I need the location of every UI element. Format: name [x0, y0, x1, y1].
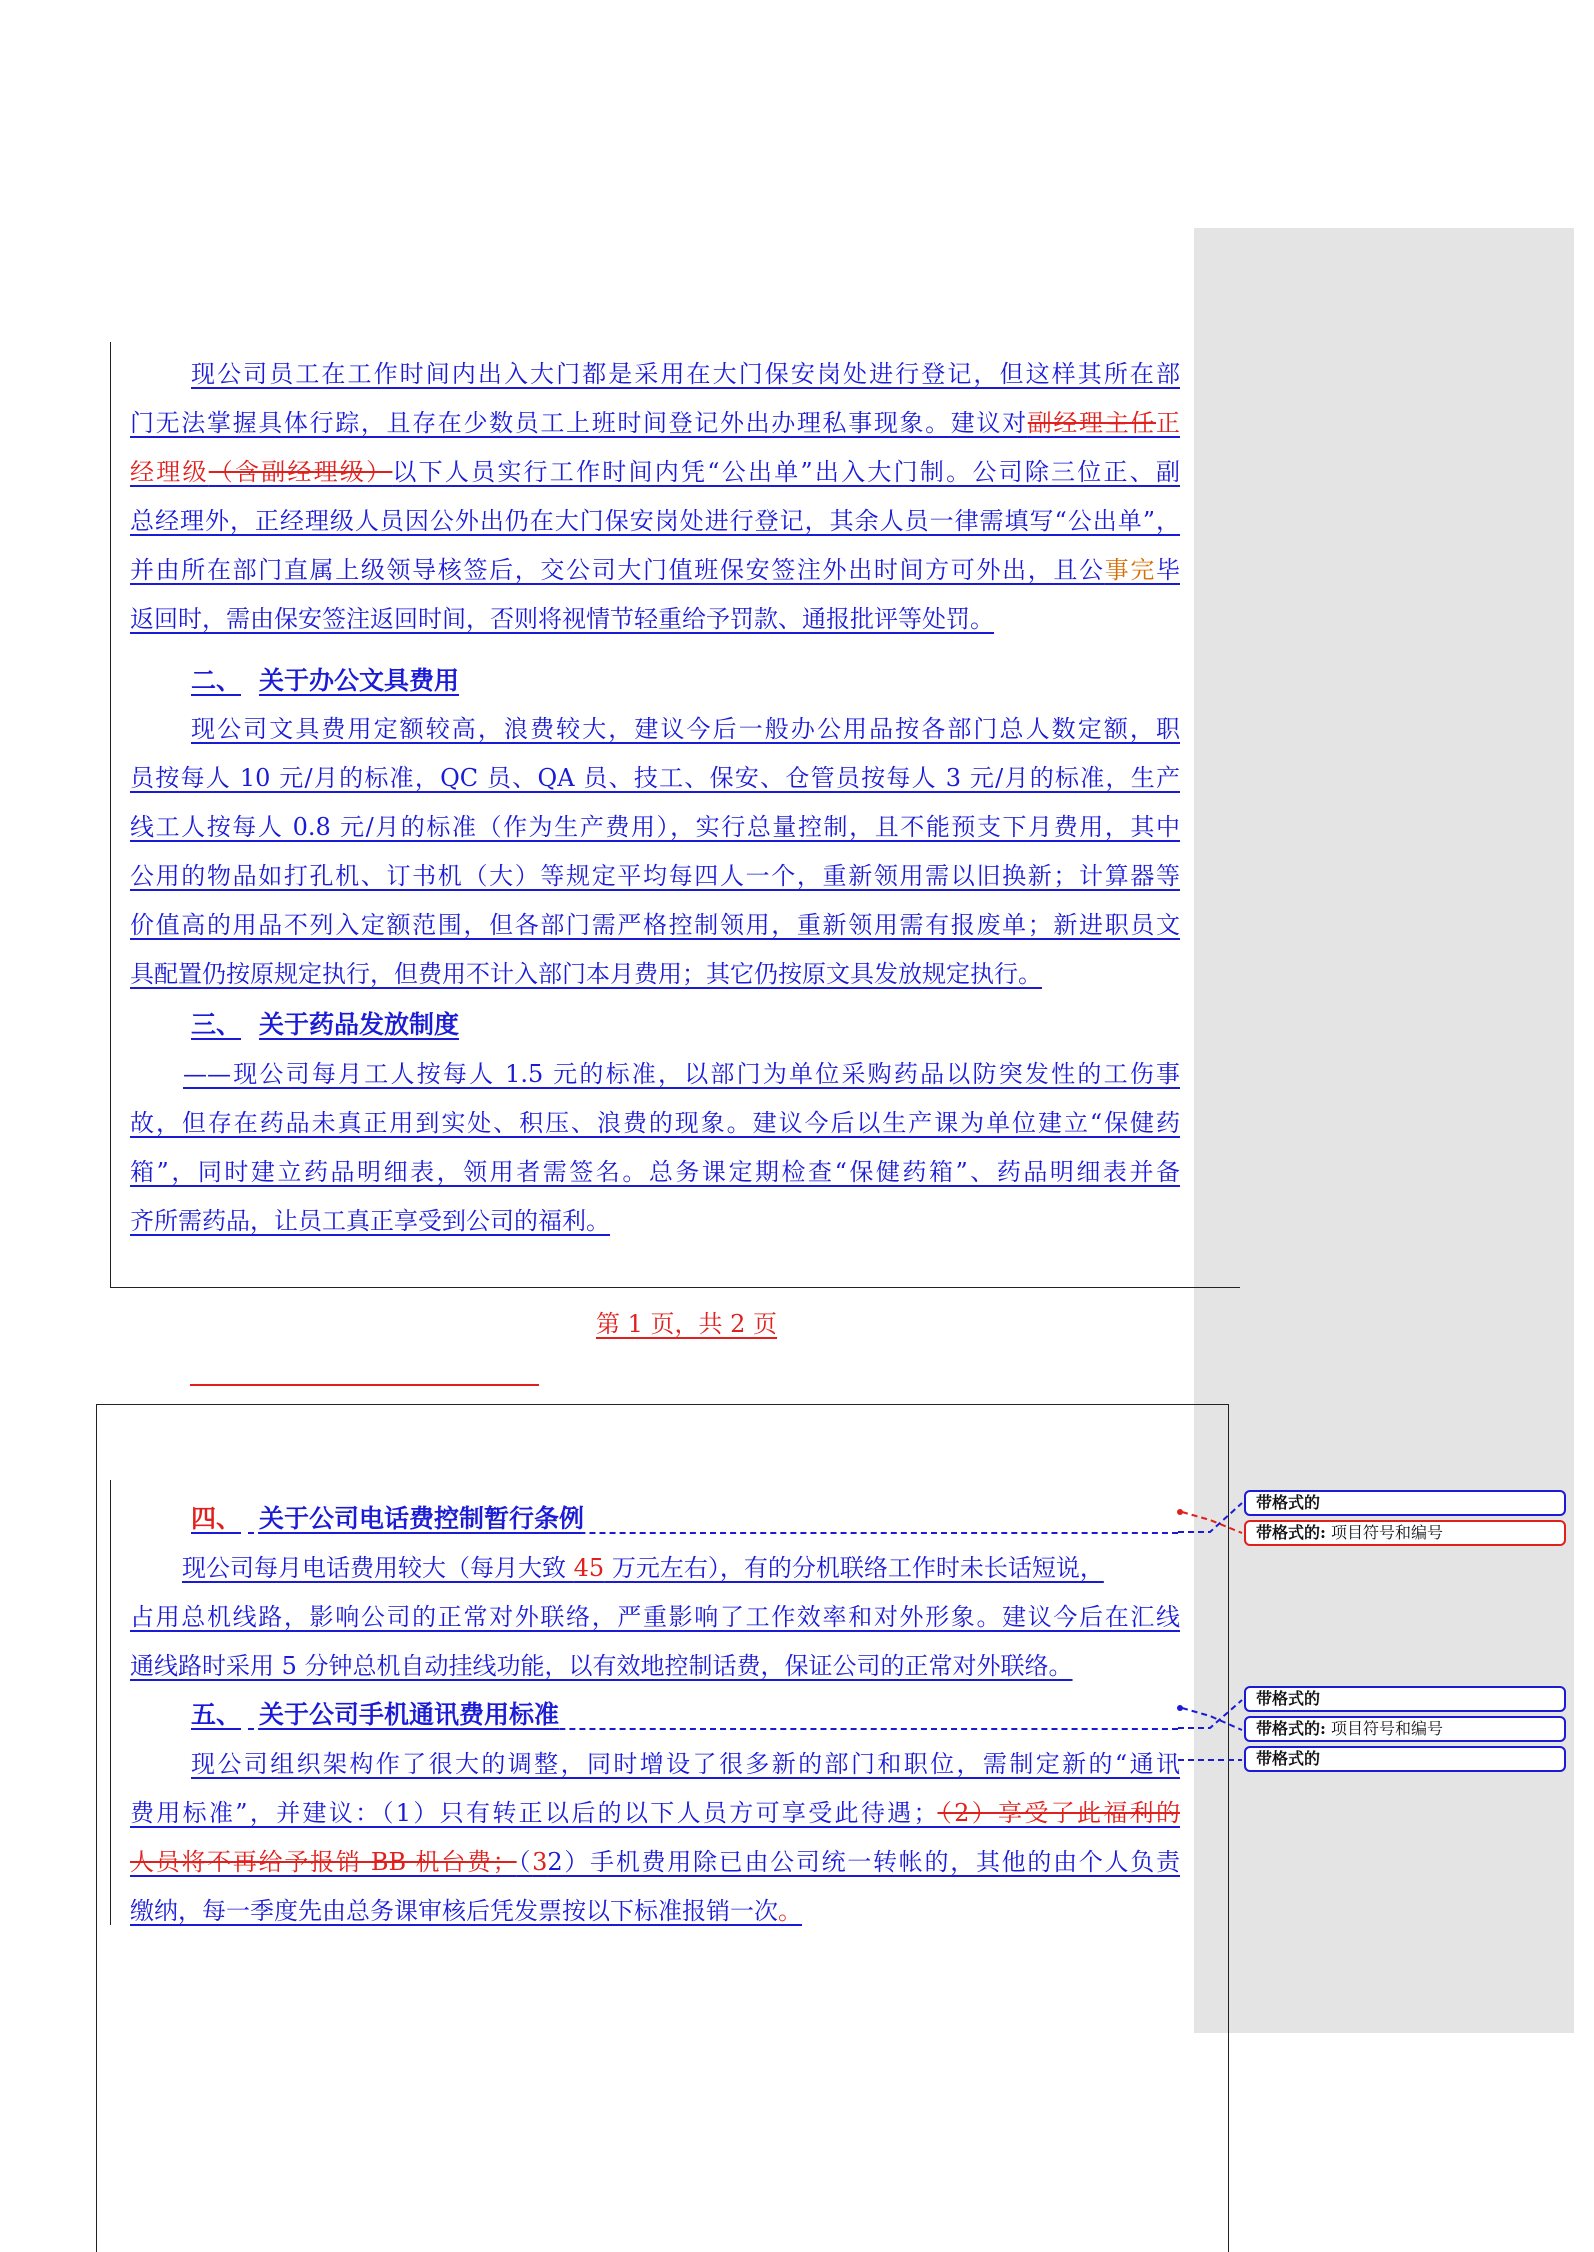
inserted-text: 45 [573, 1554, 605, 1582]
format-balloon-bullets[interactable]: 带格式的: 项目符号和编号 [1244, 1520, 1566, 1546]
paragraph-3-line-4: 齐所需药品，让员工真正享受到公司的福利。 [130, 1207, 610, 1235]
paragraph-3-line-1: ——现公司每月工人按每人 1.5 元的标准，以部门为单位采购药品以防突发性的工伤事 [183, 1060, 1180, 1088]
deleted-text: （2）享受了此福利的 [937, 1799, 1180, 1827]
page-footer: 第 1 页，共 2 页 [596, 1310, 778, 1338]
heading-3: 三、 关于药品发放制度 [191, 1010, 460, 1039]
paragraph-2-line-6: 具配置仍按原规定执行，但费用不计入部门本月费用；其它仍按原文具发放规定执行。 [130, 960, 1042, 988]
paragraph-5-line-3: 人员将不再给予报销 BB 机台费；（32）手机费用除已由公司统一转帐的，其他的由个人负责 [130, 1848, 1181, 1876]
heading-2: 二、 关于办公文具费用 [191, 666, 460, 695]
format-balloon[interactable]: 带格式的 [1244, 1490, 1566, 1516]
paragraph-2-line-1: 现公司文具费用定额较高，浪费较大，建议今后一般办公用品按各部门总人数定额，职 [191, 715, 1180, 743]
paragraph-5-line-1: 现公司组织架构作了很大的调整，同时增设了很多新的部门和职位，需制定新的“通讯 [191, 1750, 1180, 1778]
paragraph-1-line-6: 返回时，需由保安签注返回时间，否则将视情节轻重给予罚款、通报批评等处罚。 [130, 605, 994, 633]
paragraph-1-line-5: 并由所在部门直属上级领导核签后，交公司大门值班保安签注外出时间方可外出，且公事完毕 [130, 556, 1181, 584]
paragraph-3-line-2: 故，但存在药品未真正用到实处、积压、浪费的现象。建议今后以生产课为单位建立“保健药 [130, 1109, 1180, 1137]
inserted-text: 正 [1156, 409, 1180, 437]
paragraph-2-line-3: 线工人按每人 0.8 元/月的标准（作为生产费用），实行总量控制，且不能预支下月费用，其中 [130, 813, 1180, 841]
changed-text: 事完 [1104, 556, 1157, 584]
paragraph-2-line-4: 公用的物品如打孔机、订书机（大）等规定平均每四人一个，重新领用需以旧换新；计算器等 [130, 862, 1180, 890]
deleted-text: 人员将不再给予报销 BB 机台费； [130, 1848, 517, 1876]
heading-4: 四、 关于公司电话费控制暂行条例 [191, 1504, 585, 1533]
paragraph-2-line-2: 员按每人 10 元/月的标准，QC 员、QA 员、技工、保安、仓管员按每人 3 元/月的标准，生产 [130, 764, 1180, 792]
deleted-text: 副经理主任 [1027, 409, 1156, 437]
inserted-text: 3 [532, 1848, 548, 1876]
inserted-text: 经理级 [130, 458, 209, 486]
paragraph-4-line-1: 现公司每月电话费用较大（每月大致 45 万元左右），有的分机联络工作时未长话短说， [182, 1554, 1104, 1582]
paragraph-5-line-2: 费用标准”，并建议：（1）只有转正以后的以下人员方可享受此待遇；（2）享受了此福利的 [130, 1799, 1180, 1827]
paragraph-1-line-1: 现公司员工在工作时间内出入大门都是采用在大门保安岗处进行登记，但这样其所在部 [191, 360, 1180, 388]
paragraph-1-line-4: 总经理外，正经理级人员因公外出仍在大门保安岗处进行登记，其余人员一律需填写“公出单”， [130, 507, 1180, 535]
paragraph-5-line-4: 缴纳，每一季度先由总务课审核后凭发票按以下标准报销一次。 [130, 1897, 802, 1925]
paragraph-4-line-3: 通线路时采用 5 分钟总机自动挂线功能，以有效地控制话费，保证公司的正常对外联络。 [130, 1652, 1073, 1680]
format-balloon[interactable]: 带格式的 [1244, 1746, 1566, 1772]
heading-5: 五、 关于公司手机通讯费用标准 [191, 1700, 560, 1729]
paragraph-1-line-2: 门无法掌握具体行踪，且存在少数员工上班时间登记外出办理私事现象。建议对副经理主任正 [130, 409, 1180, 437]
paragraph-2-line-5: 价值高的用品不列入定额范围，但各部门需严格控制领用，重新领用需有报废单；新进职员文 [130, 911, 1180, 939]
format-balloon[interactable]: 带格式的 [1244, 1686, 1566, 1712]
format-balloon-bullets[interactable]: 带格式的: 项目符号和编号 [1244, 1716, 1566, 1742]
paragraph-4-line-2: 占用总机线路，影响公司的正常对外联络，严重影响了工作效率和对外形象。建议今后在汇线 [130, 1603, 1180, 1631]
inserted-text: 。 [778, 1897, 802, 1925]
paragraph-1-line-3: 经理级（含副经理级）以下人员实行工作时间内凭“公出单”出入大门制。公司除三位正、副 [130, 458, 1181, 486]
paragraph-3-line-3: 箱”，同时建立药品明细表，领用者需签名。总务课定期检查“保健药箱”、药品明细表并备 [130, 1158, 1180, 1186]
deleted-text: （含副经理级） [208, 458, 393, 486]
